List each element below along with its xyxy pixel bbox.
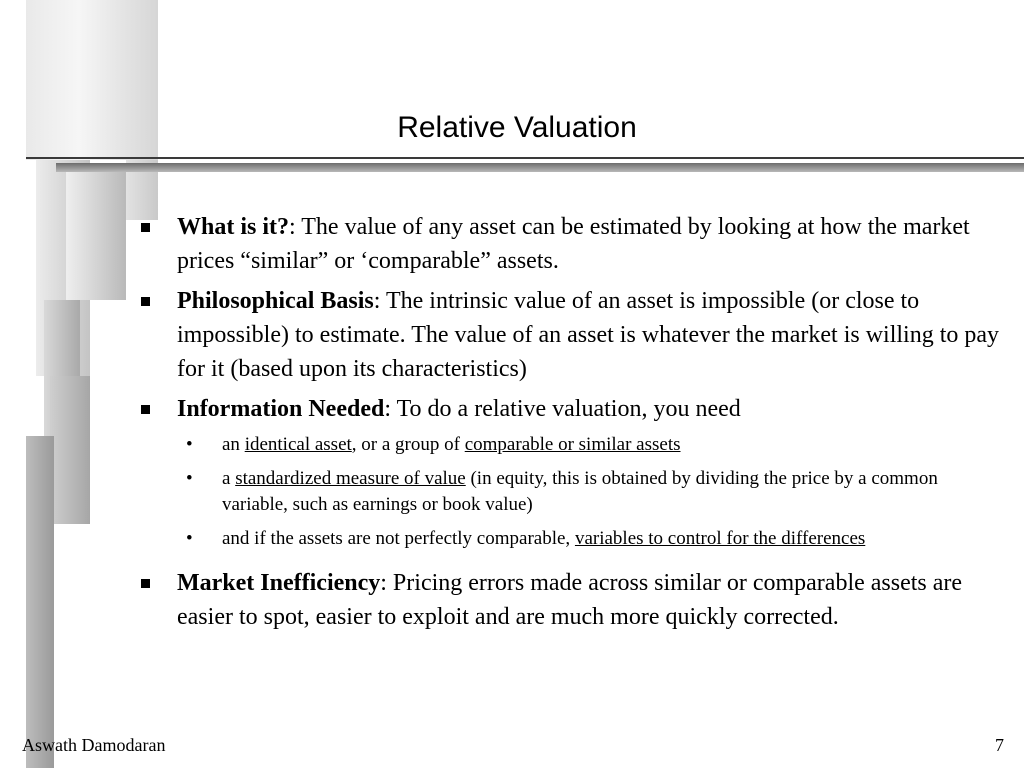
decorative-bar [50, 376, 90, 524]
title-divider-bar [56, 163, 1024, 172]
slide-body [140, 210, 1000, 640]
square-bullet-icon [141, 223, 150, 232]
underlined-term: standardized measure of value [235, 468, 466, 489]
underlined-term: variables to control for the differences [574, 528, 866, 549]
sub-bullet [140, 466, 992, 518]
sub-bullet-text: , or a group of [351, 434, 465, 455]
sub-bullet [140, 432, 992, 458]
bullet-text: : The intrinsic value of an asset is impossible (or close to impossible) to estimate. The value of an asset is whatever the market is willing to pay for it (based upon its characteristics) [177, 288, 1000, 382]
sub-bullet-text: and if the assets are not perfectly comparable, [222, 528, 575, 549]
bullet-philosophical-basis [140, 284, 1000, 386]
underlined-term: comparable or similar assets [464, 434, 681, 455]
underlined-term: identical asset [244, 434, 352, 455]
bullet-heading: What is it? [177, 214, 290, 240]
sub-bullet-text: an [222, 434, 245, 455]
bullet-heading: Philosophical Basis [177, 288, 374, 314]
decorative-bar [66, 170, 126, 300]
sub-bullet-text: a [222, 468, 236, 489]
square-bullet-icon [141, 405, 150, 414]
sub-bullet-text: (in equity, this is obtained by dividing the price by a common variable, such as earnings or book value) [222, 468, 938, 515]
round-bullet-icon: • [186, 528, 193, 549]
bullet-text: : Pricing errors made across similar or comparable assets are easier to spot, easier to exploit and are much more quickly corrected. [177, 570, 963, 630]
slide-title: Relative Valuation [397, 111, 637, 144]
page-number: 7 [995, 735, 1004, 755]
bullet-information-needed [140, 392, 1000, 426]
footer-author: Aswath Damodaran [22, 735, 166, 755]
sub-bullet [140, 526, 992, 552]
decorative-bar [26, 436, 54, 768]
bullet-what-is-it [140, 210, 1000, 278]
bullet-heading: Information Needed [177, 396, 385, 422]
bullet-heading: Market Inefficiency [177, 570, 381, 596]
bullet-text: : The value of any asset can be estimated by looking at how the market prices “similar” or ‘comparable” assets. [177, 214, 970, 274]
round-bullet-icon: • [186, 434, 193, 455]
square-bullet-icon [141, 297, 150, 306]
title-divider [26, 157, 1024, 159]
bullet-text: : To do a relative valuation, you need [384, 396, 741, 422]
square-bullet-icon [141, 579, 150, 588]
bullet-market-inefficiency [140, 566, 1000, 634]
round-bullet-icon: • [186, 468, 193, 489]
